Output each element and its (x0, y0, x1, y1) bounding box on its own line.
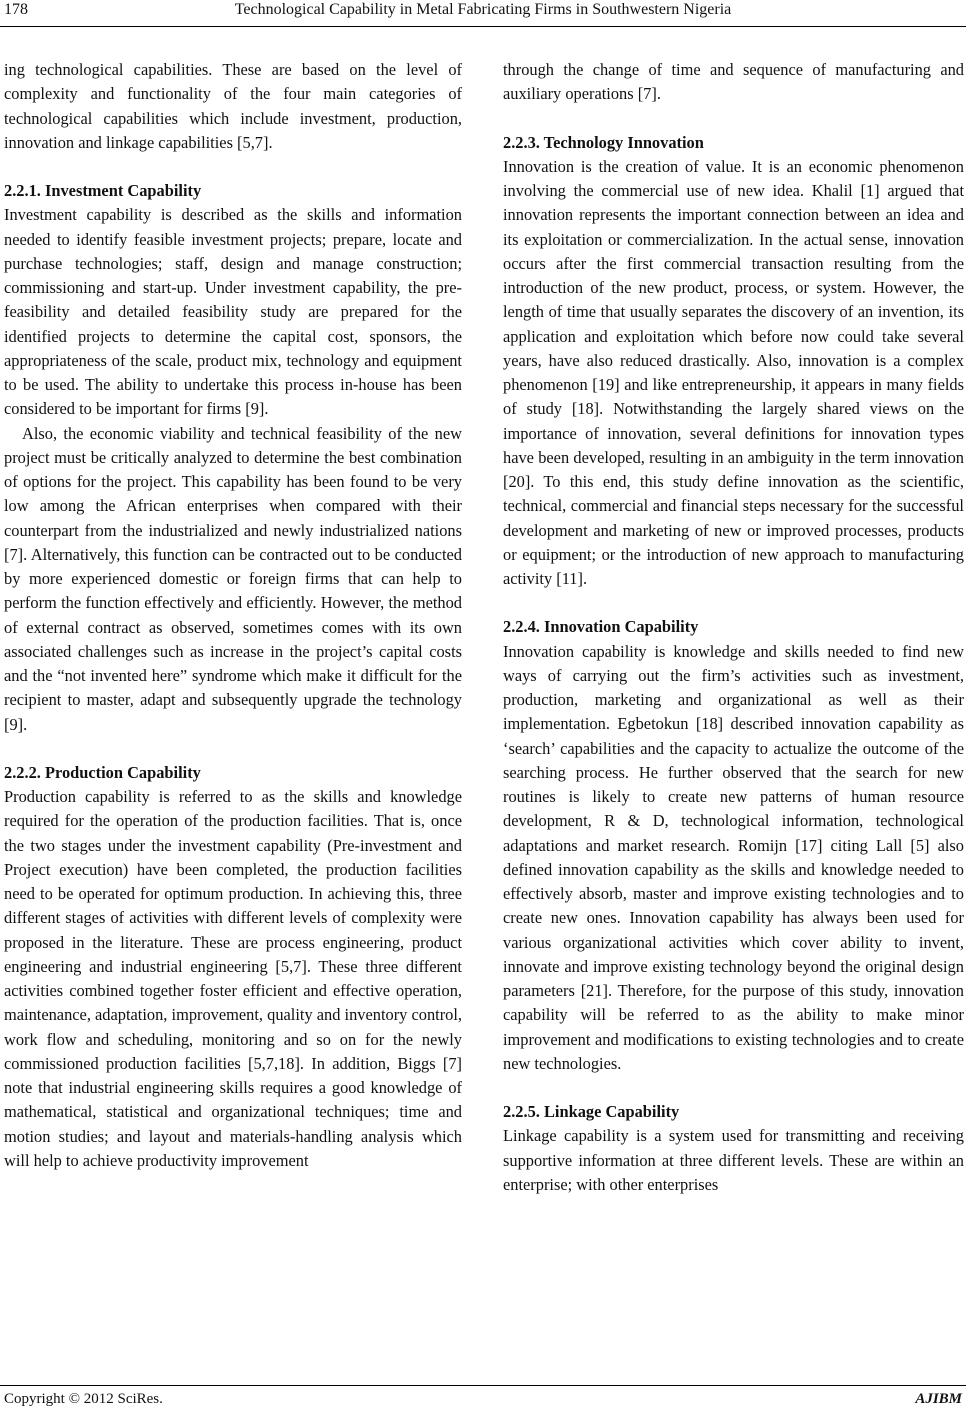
copyright-notice: Copyright © 2012 SciRes. (4, 1391, 163, 1407)
paragraph: ing technological capabilities. These are based on the level of complexity and functionality of the four main categories of technological capabilities which include investment, production, innovation and linkage capabilities [5,7]. (4, 60, 462, 152)
paragraph: through the change of time and sequence of manufacturing and auxiliary operations [7]. (503, 60, 964, 104)
section-heading: 2.2.5. Linkage Capability (503, 1102, 680, 1121)
page-header (0, 0, 966, 26)
journal-abbreviation: AJIBM (915, 1391, 962, 1407)
paragraph: Innovation capability is knowledge and skills needed to find new ways of carrying out the firm’s activities such as investment, production, marketing and organizational as well as their implementation. Egbetokun [18] described innovation capability as ‘search’ capabilities and the capacity to actualize the outcome of the searching process. He further observed that the search for new routines is likely to create new patterns of human resource development, R & D, technological information, technological adaptations and market research. Romijn [17] citing Lall [5] also defined innovation capability as the skills and knowledge needed to effectively absorb, master and improve existing technologies and to create new ones. Innovation capability has always been used for various organizational activities which cover ability to invent, innovate and improve existing technology beyond the original design parameters [21]. Therefore, for the purpose of this study, innovation capability will be referred to as the ability to make minor improvement and modifications to existing technologies and to create new technologies. (503, 641, 964, 1073)
footer-rule (0, 1385, 966, 1386)
paragraph: Also, the economic viability and technical feasibility of the new project must be critically analyzed to determine the best combination of options for the project. This capability has been found to be very low among the African enterprises when compared with their counterpart from the industrialized and newly industrialized nations [7]. Alternatively, this function can be contracted out to be conducted by more experienced domestic or foreign firms that can help to perform the function effectively and efficiently. However, the method of external contract as observed, sometimes comes with its own associated challenges such as increase in the project’s capital costs and the “not invented here” syndrome which make it difficult for the recipient to master, adapt and subsequently upgrade the technology [9]. (4, 423, 462, 734)
left-column (4, 58, 462, 1173)
section-heading: 2.2.1. Investment Capability (4, 181, 202, 200)
header-rule (0, 26, 966, 27)
paragraph: Investment capability is described as the skills and information needed to identify feasible investment projects; prepare, locate and purchase technologies; staff, design and manage construction; commissioning and start-up. Under investment capability, the pre-feasibility and detailed feasibility study are prepared for the identified projects to determine the capital cost, sponsors, the appropriateness of the scale, product mix, technology and equipment to be used. The ability to undertake this process in-house has been considered to be important for firms [9]. (4, 205, 462, 419)
paragraph: Innovation is the creation of value. It is an economic phenomenon involving the commercial use of new idea. Khalil [1] argued that innovation represents the important connection between an idea and its exploitation or commercialization. In the actual sense, innovation occurs after the first commercial transaction resulting from the introduction of the new product, process, or system. However, the length of time that usually separates the discovery of an invention, its application and exploitation which before now could take several years, have also reduced drastically. Also, innovation is a complex phenomenon [19] and like entrepreneurship, it appears in many fields of study [18]. Notwithstanding the largely shared views on the importance of innovation, several definitions for innovation types have been developed, resulting in an ambiguity in the term innovation [20]. To this end, this study define innovation as the scientific, technical, commercial and financial steps necessary for the successful development and marketing of new or improved processes, products or equipment; or the introduction of new approach to manufacturing activity [11]. (503, 156, 964, 588)
section-heading: 2.2.3. Technology Innovation (503, 132, 704, 152)
section-heading: 2.2.2. Production Capability (4, 762, 201, 782)
paragraph: Linkage capability is a system used for transmitting and receiving supportive information at three different levels. These are within an enterprise; with other enterprises (503, 1126, 964, 1194)
paragraph: Production capability is referred to as the skills and knowledge required for the operation of the production facilities. That is, once the two stages under the investment capability (Pre-investment and Project execution) have been completed, the production facilities need to be operated for optimum production. In achieving this, three different stages of activities with different levels of complexity were proposed in the literature. These are process engineering, product engineering and industrial engineering [5,7]. These three different activities combined together foster efficient and effective operation, maintenance, adaptation, improvement, quality and inventory control, work flow and scheduling, monitoring and so on for the newly commissioned production facilities [5,7,18]. In addition, Biggs [7] note that industrial engineering skills requires a good knowledge of mathematical, statistical and organizational techniques; time and motion studies; and layout and materials-handling analysis which will help to achieve productivity improvement (4, 787, 462, 1170)
right-column (503, 58, 964, 1197)
section-heading: 2.2.4. Innovation Capability (503, 617, 699, 637)
page-number: 178 (4, 1, 28, 18)
running-title: Technological Capability in Metal Fabricating Firms in Southwestern Nigeria (234, 1, 732, 18)
